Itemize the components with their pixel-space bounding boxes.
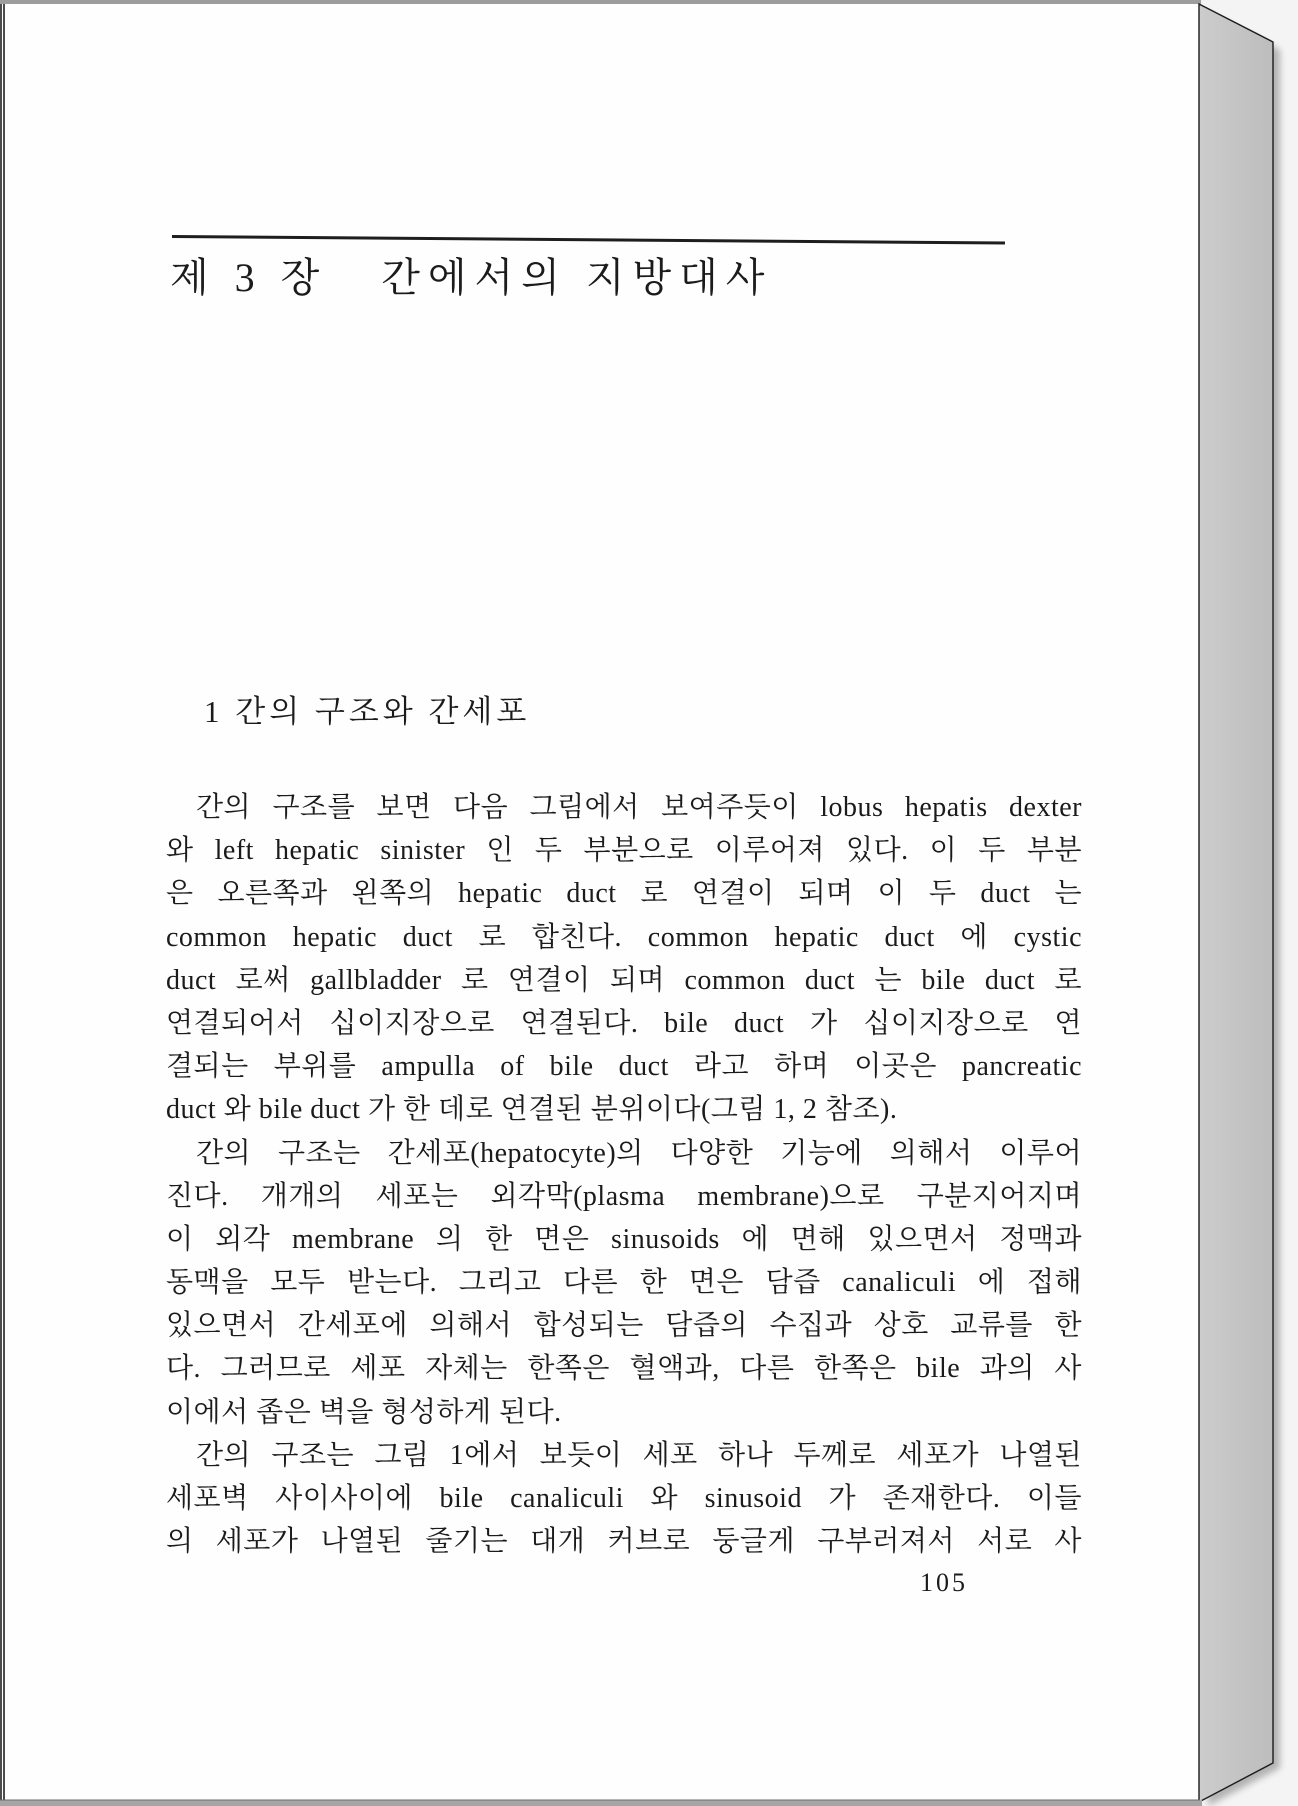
body-line: 진다. 개개의 세포는 외각막(plasma membrane)으로 구분지어지며 [166,1180,1082,1212]
body-line: 다. 그러므로 세포 자체는 한쪽은 혈액과, 다른 한쪽은 bile 과의 사 [166,1353,1082,1385]
page-number: 105 [920,1568,968,1597]
body-line: duct 와 bile duct 가 한 데로 연결된 분위이다(그림 1, 2 참조). [166,1094,898,1126]
body-line: 이에서 좁은 벽을 형성하게 된다. [166,1396,562,1428]
body-text [166,786,1082,1563]
body-line: duct 로써 gallbladder 로 연결이 되며 common duct 는 bile duct 로 [166,964,1082,996]
body-line: common hepatic duct 로 합친다. common hepatic duct 에 cystic [166,921,1082,953]
section-heading: 1 간의 구조와 간세포 [204,694,531,729]
body-line: 동맥을 모두 받는다. 그리고 다른 한 면은 담즙 canaliculi 에 접해 [166,1267,1082,1299]
book-right-edge [1199,4,1273,1802]
body-line: 간의 구조를 보면 다음 그림에서 보여주듯이 lobus hepatis dexter [196,792,1082,823]
body-line: 은 오른쪽과 왼쪽의 hepatic duct 로 연결이 되며 이 두 duct 는 [166,878,1082,910]
body-line: 있으면서 간세포에 의해서 합성되는 담즙의 수집과 상호 교류를 한 [166,1310,1082,1342]
body-line: 이 외각 membrane 의 한 면은 sinusoids 에 면해 있으면서 정맥과 [166,1223,1082,1255]
body-line: 간의 구조는 그림 1에서 보듯이 세포 하나 두께로 세포가 나열된 [196,1439,1082,1471]
body-line: 세포벽 사이사이에 bile canaliculi 와 sinusoid 가 존재한다. 이들 [166,1483,1082,1514]
chapter-rule [172,235,1005,245]
body-line: 결되는 부위를 ampulla of bile duct 라고 하며 이곳은 pancreatic [166,1051,1082,1083]
body-line: 연결되어서 십이지장으로 연결된다. bile duct 가 십이지장으로 연 [166,1007,1082,1039]
body-line: 간의 구조는 간세포(hepatocyte)의 다양한 기능에 의해서 이루어 [196,1137,1082,1169]
book-edge-shadow [1205,12,1280,1806]
body-line: 의 세포가 나열된 줄기는 대개 커브로 둥글게 구부러져서 서로 사 [166,1526,1082,1558]
chapter-title: 제 3 장 간에서의 지방대사 [170,255,773,300]
body-line: 와 left hepatic sinister 인 두 부분으로 이루어져 있다. 이 두 부분 [166,835,1082,867]
